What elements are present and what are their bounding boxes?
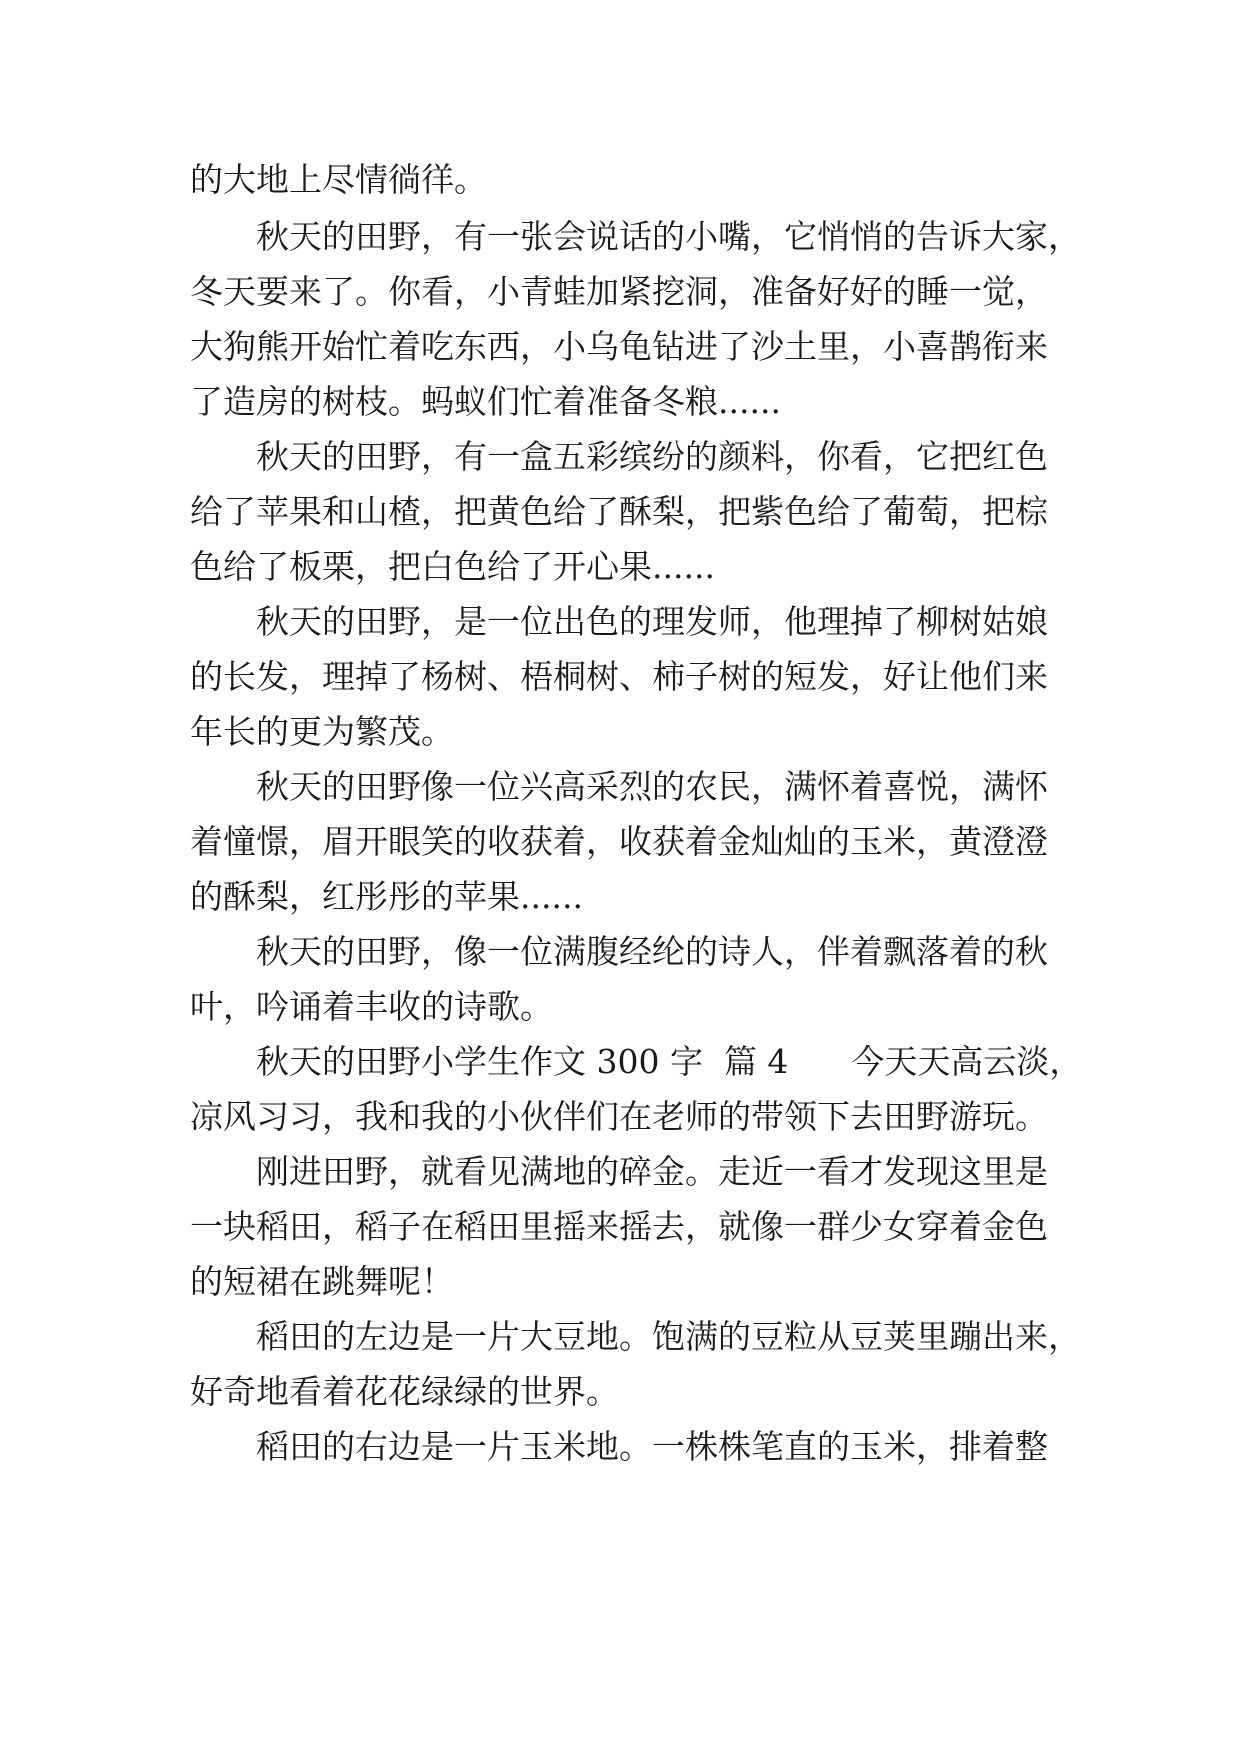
text-line: 的短裙在跳舞呢！: [190, 1262, 454, 1301]
text-line: 给了苹果和山楂，把黄色给了酥梨，把紫色给了葡萄，把棕: [190, 492, 1048, 531]
text-line: 大狗熊开始忙着吃东西，小乌龟钻进了沙土里，小喜鹊衔来: [190, 327, 1048, 366]
text-line: 的长发，理掉了杨树、梧桐树、柿子树的短发，好让他们来: [190, 657, 1048, 696]
text-line: 秋天的田野，像一位满腹经纶的诗人，伴着飘落着的秋: [256, 932, 1048, 971]
text-line: 年长的更为繁茂。: [190, 712, 454, 751]
text-line: 秋天的田野，是一位出色的理发师，他理掉了柳树姑娘: [256, 602, 1048, 641]
text-line: 的大地上尽情徜徉。: [190, 160, 487, 199]
text-line: 秋天的田野小学生作文 300 字 篇 4 今天天高云淡，: [256, 1042, 1083, 1081]
text-line: 凉风习习，我和我的小伙伴们在老师的带领下去田野游玩。: [190, 1097, 1048, 1136]
text-line: 色给了板栗，把白色给了开心果......: [190, 547, 715, 586]
text-line: 秋天的田野，有一盒五彩缤纷的颜料，你看，它把红色: [256, 437, 1048, 476]
text-line: 秋天的田野，有一张会说话的小嘴，它悄悄的告诉大家，: [256, 217, 1081, 256]
text-line: 稻田的左边是一片大豆地。饱满的豆粒从豆荚里蹦出来，: [256, 1317, 1081, 1356]
text-line: 稻田的右边是一片玉米地。一株株笔直的玉米，排着整: [256, 1427, 1048, 1466]
text-line: 刚进田野，就看见满地的碎金。走近一看才发现这里是: [256, 1152, 1048, 1191]
text-line: 秋天的田野像一位兴高采烈的农民，满怀着喜悦，满怀: [256, 767, 1048, 806]
text-line: 冬天要来了。你看，小青蛙加紧挖洞，准备好好的睡一觉，: [190, 272, 1048, 311]
text-line: 叶，吟诵着丰收的诗歌。: [190, 987, 553, 1026]
text-line: 一块稻田，稻子在稻田里摇来摇去，就像一群少女穿着金色: [190, 1207, 1048, 1246]
text-line: 好奇地看着花花绿绿的世界。: [190, 1372, 619, 1411]
text-line: 着憧憬，眉开眼笑的收获着，收获着金灿灿的玉米，黄澄澄: [190, 822, 1048, 861]
text-line: 的酥梨，红彤彤的苹果......: [190, 877, 583, 916]
text-line: 了造房的树枝。蚂蚁们忙着准备冬粮......: [190, 382, 781, 421]
